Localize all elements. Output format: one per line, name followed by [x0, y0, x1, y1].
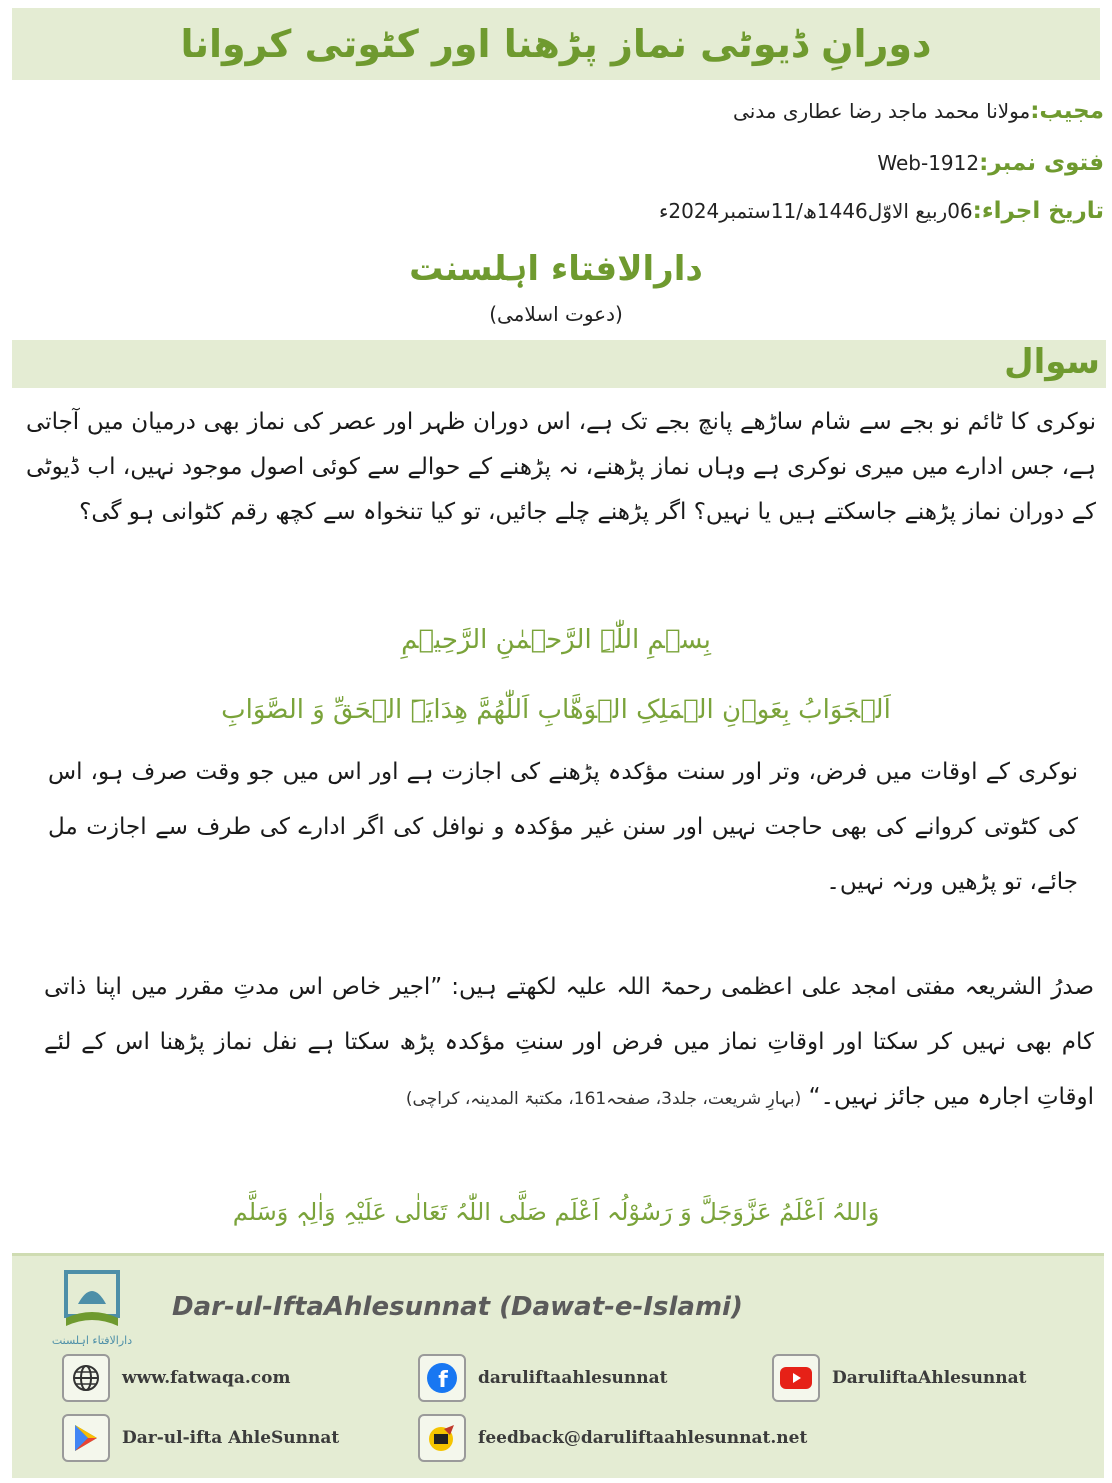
playstore-text: Dar-ul-ifta AhleSunnat	[122, 1428, 340, 1448]
youtube-icon	[772, 1354, 820, 1402]
footer	[12, 1253, 1104, 1478]
issue-date-value: 06ربیع الاوّل1446ھ/11ستمبر2024ء	[658, 199, 973, 223]
answer-opening: اَلۡجَوَابُ بِعَوۡنِ الۡمَلِکِ الۡوَھَّابِ اَللّٰھُمَّ ھِدَایَۃَ الۡحَقِّ وَ الصَّوَابِ	[221, 695, 891, 725]
mujeeb-row	[733, 98, 1104, 124]
issue-date-row	[659, 198, 1104, 224]
playstore-link[interactable]	[62, 1414, 339, 1462]
question-heading: سوال	[1004, 342, 1100, 382]
fatwa-number-row	[877, 150, 1104, 176]
facebook-text: daruliftaahlesunnat	[478, 1368, 668, 1388]
feedback-mail-icon	[418, 1414, 466, 1462]
facebook-link[interactable]	[418, 1354, 667, 1402]
mujeeb-value: مولانا محمد ماجد رضا عطاری مدنی	[733, 99, 1031, 123]
logo-text: دارالافتاء اہلسنت	[52, 1334, 132, 1347]
page-title: دورانِ ڈیوٹی نماز پڑھنا اور کٹوتی کروانا	[180, 22, 932, 66]
website-text: www.fatwaqa.com	[122, 1368, 291, 1388]
svg-text:f: f	[438, 1368, 448, 1393]
footer-brand: Dar-ul-IftaAhlesunnat (Dawat-e-Islami)	[172, 1292, 743, 1322]
globe-icon	[62, 1354, 110, 1402]
institution-sub: (دعوت اسلامی)	[489, 302, 623, 326]
quote-reference: (بہارِ شریعت، جلد3، صفحہ161، مکتبۃ المدینہ، کراچی)	[405, 1089, 802, 1109]
issue-date-label: تاریخ اجراء:	[972, 198, 1104, 224]
question-section-bar	[12, 340, 1106, 388]
youtube-text: DaruliftaAhlesunnat	[832, 1368, 1027, 1388]
quote-text: صدرُ الشریعہ مفتی امجد علی اعظمی رحمۃ اللہ علیہ لکھتے ہیں: ”اجیر خاص اس مدتِ مقرر میں اپنا ذاتی کام بھی نہیں کر سکتا اور اوقاتِ نماز میں فرض اور سنتِ مؤکدہ پڑھ سکتا ہے نفل نماز پڑھنا اس کے لئے اوقاتِ اجارہ میں جائز نہیں۔“	[44, 974, 1094, 1110]
answer-paragraph-1: نوکری کے اوقات میں فرض، وتر اور سنت مؤکدہ پڑھنے کی اجازت ہے اور اس میں جو وقت صرف ہو، اس کی کٹوتی کروانے کی بھی حاجت نہیں اور سنن غیر مؤکدہ و نوافل کی اگر ادارے کی طرف سے اجازت مل جائے، تو پڑھیں ورنہ نہیں۔	[48, 759, 1078, 895]
feedback-email-link[interactable]	[418, 1414, 807, 1462]
title-bar	[12, 8, 1100, 80]
feedback-email-text: feedback@daruliftaahlesunnat.net	[478, 1428, 808, 1448]
logo-book-dome-icon	[52, 1268, 132, 1356]
fatwa-number-label: فتوی نمبر:	[979, 150, 1104, 176]
facebook-icon	[418, 1354, 466, 1402]
answer-paragraph-2	[44, 960, 1094, 1127]
mujeeb-label: مجیب:	[1030, 98, 1104, 124]
closing-formula: وَاللہُ اَعْلَمُ عَزَّوَجَلَّ وَ رَسُوْلُہ اَعْلَم صَلَّی اللّٰہُ تَعَالٰی عَلَیْہِ وَاٰلِہٖ وَسَلَّم	[232, 1198, 880, 1226]
youtube-link[interactable]	[772, 1354, 1027, 1402]
website-link[interactable]	[62, 1354, 290, 1402]
fatwa-number-value: Web-1912	[877, 151, 980, 175]
bismillah: بِسۡمِ اللّٰہِ الرَّحۡمٰنِ الرَّحِیۡمِ	[401, 625, 711, 655]
question-text: نوکری کا ٹائم نو بجے سے شام ساڑھے پانچ بجے تک ہے، اس دوران ظہر اور عصر کی نماز بھی درمیان میں آجاتی ہے، جس ادارے میں میری نوکری ہے وہاں نماز پڑھنے، نہ پڑھنے کے حوالے سے کوئی اصول موجود نہیں، اب ڈیوٹی کے دوران نماز پڑھنے جاسکتے ہیں یا نہیں؟ اگر پڑھنے چلے جائیں، تو کیا تنخواہ سے کچھ رقم کٹوانی ہو گی؟	[26, 409, 1096, 525]
institution-name: دارالافتاء اہلسنت	[409, 249, 703, 289]
play-store-icon	[62, 1414, 110, 1462]
